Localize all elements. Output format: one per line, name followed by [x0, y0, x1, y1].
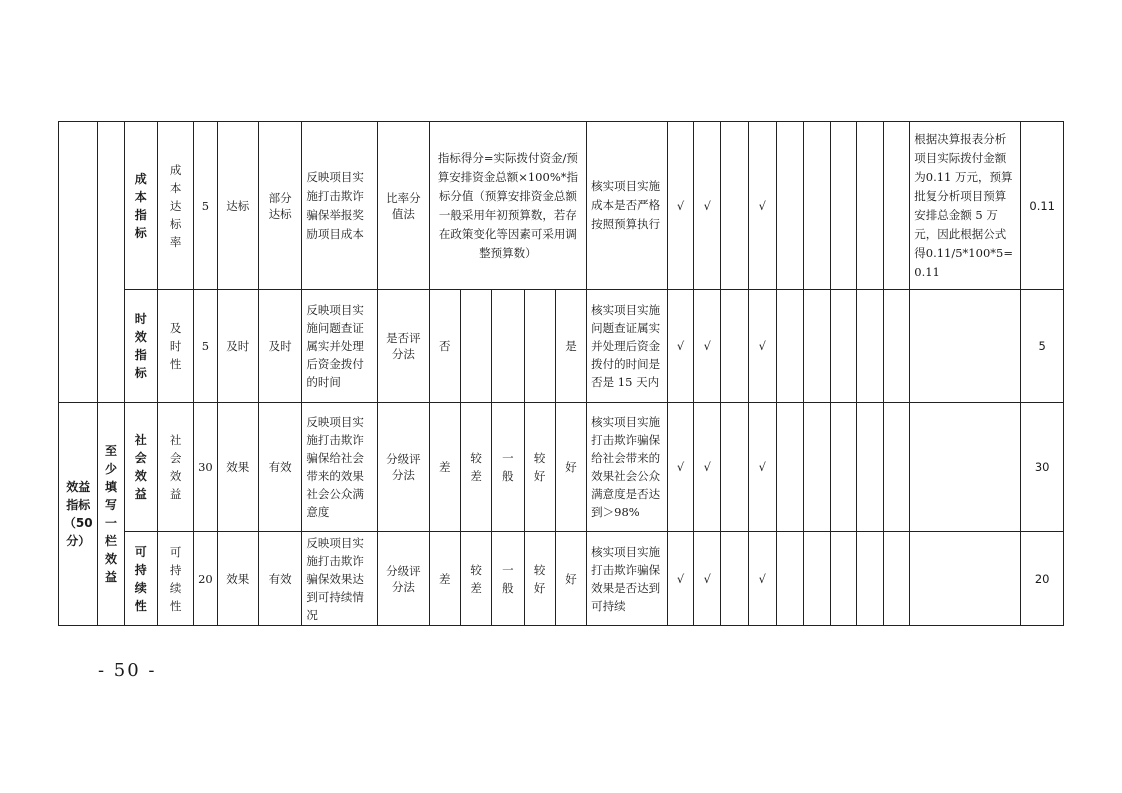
cost-weight-cell: 5: [194, 122, 217, 290]
social-partial-cell: 有效: [258, 403, 301, 532]
social-grade-3: 一般: [492, 403, 524, 532]
table-row: [59, 290, 1064, 403]
sustain-target-cell: 效果: [217, 532, 258, 626]
cell-empty: [804, 122, 830, 290]
timely-check-2: √: [694, 290, 721, 403]
benefit-category-cell: 效益指标（50分）: [59, 403, 98, 626]
cost-check-3: √: [748, 122, 776, 290]
table-row: [59, 403, 1064, 532]
social-check-2: √: [694, 403, 721, 532]
cell-empty: [830, 532, 856, 626]
cell-empty: [884, 122, 910, 290]
cell-empty: [804, 403, 830, 532]
table-row: [59, 532, 1064, 626]
evaluation-table: [58, 121, 1064, 626]
timely-grade-1: 否: [429, 290, 460, 403]
cell-empty: [721, 532, 748, 626]
social-verify-cell: 核实项目实施打击欺诈骗保给社会带来的效果社会公众满意度是否达到＞98%: [587, 403, 668, 532]
social-category-cell: 社会效益: [124, 403, 157, 532]
social-check-3: √: [748, 403, 776, 532]
cell-empty: [830, 122, 856, 290]
cell-empty: [721, 122, 748, 290]
sustain-grade-2: 较差: [460, 532, 491, 626]
timely-target-cell: 及时: [217, 290, 258, 403]
sustain-method-cell: 分级评分法: [378, 532, 430, 626]
cell-empty: [910, 290, 1021, 403]
cell-empty: [721, 403, 748, 532]
cost-note-cell: 根据决算报表分析项目实际拨付金额为0.11 万元，预算批复分析项目预算安排总金额 5 万元，因此根据公式得0.11/5*100*5=0.11: [910, 122, 1021, 290]
social-grade-1: 差: [429, 403, 460, 532]
cell-empty: [856, 403, 883, 532]
social-description-cell: 反映项目实施打击欺诈骗保给社会带来的效果社会公众满意度: [302, 403, 378, 532]
social-grade-5: 好: [555, 403, 586, 532]
cell-empty: [856, 122, 883, 290]
sustain-check-3: √: [748, 532, 776, 626]
timely-score-cell: 5: [1021, 290, 1064, 403]
cost-verify-cell: 核实项目实施成本是否严格按照预算执行: [587, 122, 668, 290]
social-score-cell: 30: [1021, 403, 1064, 532]
cell-empty: [776, 122, 803, 290]
timely-check-1: √: [667, 290, 693, 403]
cell-empty: [910, 403, 1021, 532]
social-name-cell: 社会效益: [157, 403, 193, 532]
cost-partial-cell: 部分达标: [258, 122, 301, 290]
sustain-grade-1: 差: [429, 532, 460, 626]
cost-name-cell: 成本达标率: [157, 122, 193, 290]
timely-check-3: √: [748, 290, 776, 403]
cost-score-cell: 0.11: [1021, 122, 1064, 290]
timely-category-cell: 时效指标: [124, 290, 157, 403]
sustain-grade-5: 好: [555, 532, 586, 626]
cell-empty: [830, 403, 856, 532]
cost-description-cell: 反映项目实施打击欺诈骗保举报奖励项目成本: [302, 122, 378, 290]
cost-check-1: √: [667, 122, 693, 290]
timely-description-cell: 反映项目实施问题查证属实并处理后资金拨付的时间: [302, 290, 378, 403]
social-grade-4: 较好: [524, 403, 555, 532]
cell-empty: [910, 532, 1021, 626]
timely-weight-cell: 5: [194, 290, 217, 403]
sustain-description-cell: 反映项目实施打击欺诈骗保效果达到可持续情况: [302, 532, 378, 626]
timely-method-cell: 是否评分法: [378, 290, 430, 403]
sustain-name-cell: 可持续性: [157, 532, 193, 626]
cell-empty: [776, 290, 803, 403]
social-grade-2: 较差: [460, 403, 491, 532]
cell-empty: [856, 290, 883, 403]
sustain-grade-4: 较好: [524, 532, 555, 626]
timely-partial-cell: 及时: [258, 290, 301, 403]
sustain-partial-cell: 有效: [258, 532, 301, 626]
sustain-verify-cell: 核实项目实施打击欺诈骗保效果是否达到可持续: [587, 532, 668, 626]
cell-empty: [856, 532, 883, 626]
cost-check-2: √: [694, 122, 721, 290]
cell-empty: [524, 290, 555, 403]
cell-empty: [59, 122, 98, 403]
sustain-score-cell: 20: [1021, 532, 1064, 626]
cell-empty: [721, 290, 748, 403]
cell-empty: [460, 290, 491, 403]
benefit-note-cell: 至少填写一栏效益: [98, 403, 124, 626]
sustain-category-cell: 可持续性: [124, 532, 157, 626]
social-target-cell: 效果: [217, 403, 258, 532]
cost-target-cell: 达标: [217, 122, 258, 290]
cell-empty: [884, 532, 910, 626]
table-row: [59, 122, 1064, 290]
cell-empty: [804, 532, 830, 626]
cell-empty: [830, 290, 856, 403]
timely-verify-cell: 核实项目实施问题查证属实并处理后资金拨付的时间是否是 15 天内: [587, 290, 668, 403]
social-weight-cell: 30: [194, 403, 217, 532]
social-method-cell: 分级评分法: [378, 403, 430, 532]
cell-empty: [98, 122, 124, 403]
page-number: - 50 -: [98, 660, 157, 681]
cell-empty: [884, 403, 910, 532]
cell-empty: [884, 290, 910, 403]
cost-criteria-cell: 指标得分=实际拨付资金/预算安排资金总额×100%*指标分值（预算安排资金总额一般采用年初预算数，若存在政策变化等因素可采用调整预算数）: [429, 122, 587, 290]
timely-grade-5: 是: [555, 290, 586, 403]
cell-empty: [776, 532, 803, 626]
sustain-grade-3: 一般: [492, 532, 524, 626]
sustain-weight-cell: 20: [194, 532, 217, 626]
social-check-1: √: [667, 403, 693, 532]
cell-empty: [492, 290, 524, 403]
cost-category-cell: 成本指标: [124, 122, 157, 290]
cell-empty: [776, 403, 803, 532]
cell-empty: [804, 290, 830, 403]
timely-name-cell: 及时性: [157, 290, 193, 403]
sustain-check-1: √: [667, 532, 693, 626]
cost-method-cell: 比率分值法: [378, 122, 430, 290]
sustain-check-2: √: [694, 532, 721, 626]
